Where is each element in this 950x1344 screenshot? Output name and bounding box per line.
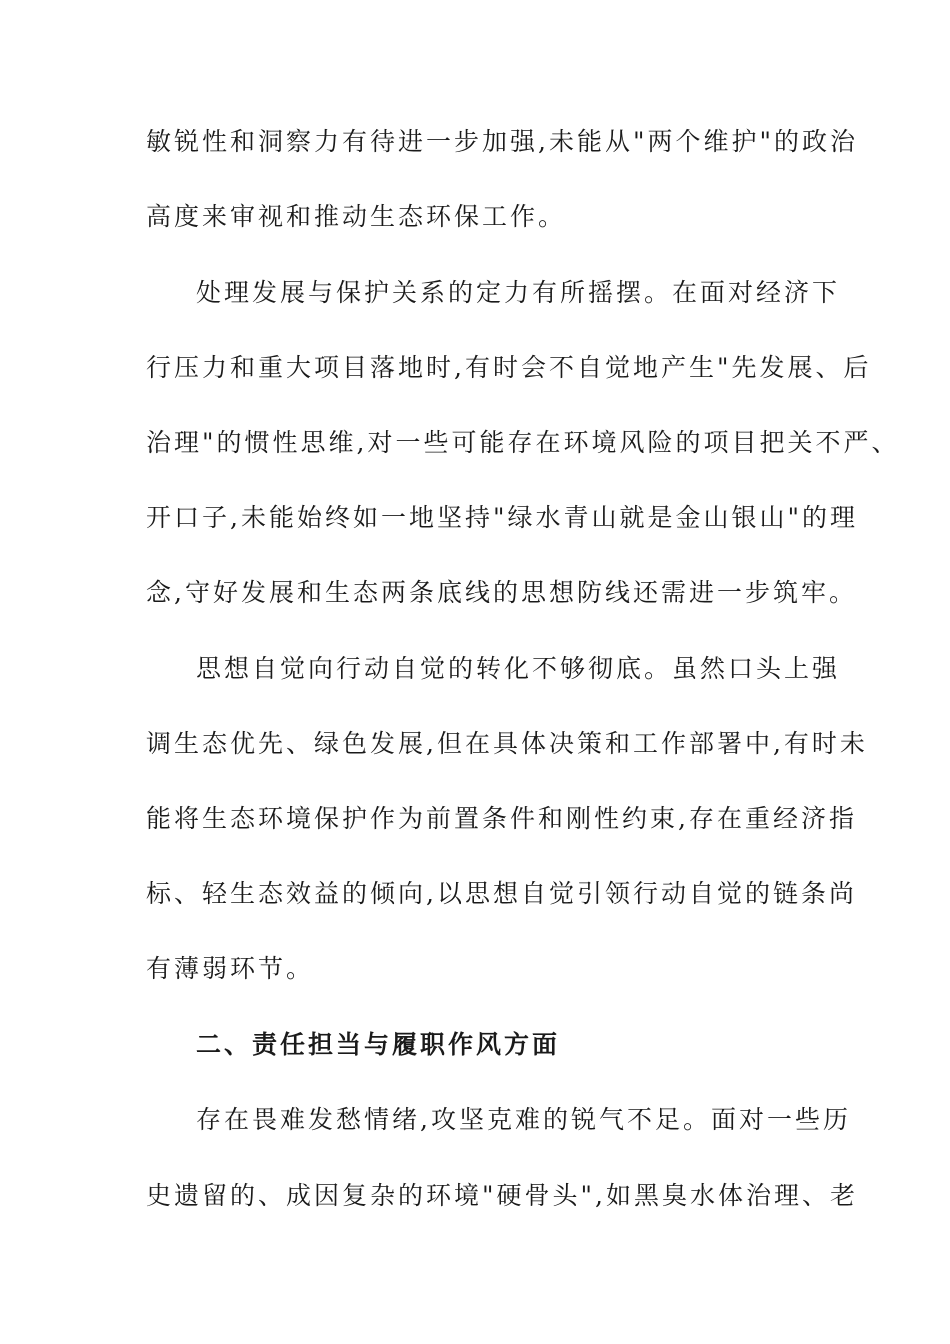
paragraph-line-9: 调生态优先、绿色发展,但在具体决策和工作部署中,有时未 [146, 729, 868, 758]
paragraph-line-7: 念,守好发展和生态两条底线的思想防线还需进一步筑牢。 [146, 578, 857, 607]
paragraph-line-6: 开口子,未能始终如一地坚持"绿水青山就是金山银山"的理 [146, 503, 858, 532]
paragraph-line-8: 思想自觉向行动自觉的转化不够彻底。虽然口头上强 [196, 654, 841, 683]
paragraph-line-5: 治理"的惯性思维,对一些可能存在环境风险的项目把关不严、 [146, 428, 900, 457]
paragraph-line-1: 敏锐性和洞察力有待进一步加强,未能从"两个维护"的政治 [146, 127, 858, 156]
paragraph-line-11: 标、轻生态效益的倾向,以思想自觉引领行动自觉的链条尚 [146, 879, 857, 908]
paragraph-line-3: 处理发展与保护关系的定力有所摇摆。在面对经济下 [196, 278, 841, 307]
paragraph-line-14: 史遗留的、成因复杂的环境"硬骨头",如黑臭水体治理、老 [146, 1181, 858, 1210]
paragraph-line-2: 高度来审视和推动生态环保工作。 [146, 202, 567, 231]
paragraph-line-12: 有薄弱环节。 [146, 954, 315, 983]
paragraph-line-13: 存在畏难发愁情绪,攻坚克难的锐气不足。面对一些历 [196, 1105, 851, 1134]
paragraph-line-10: 能将生态环境保护作为前置条件和刚性约束,存在重经济指 [146, 804, 857, 833]
paragraph-line-4: 行压力和重大项目落地时,有时会不自觉地产生"先发展、后 [146, 353, 872, 382]
section-heading: 二、责任担当与履职作风方面 [196, 1030, 561, 1059]
